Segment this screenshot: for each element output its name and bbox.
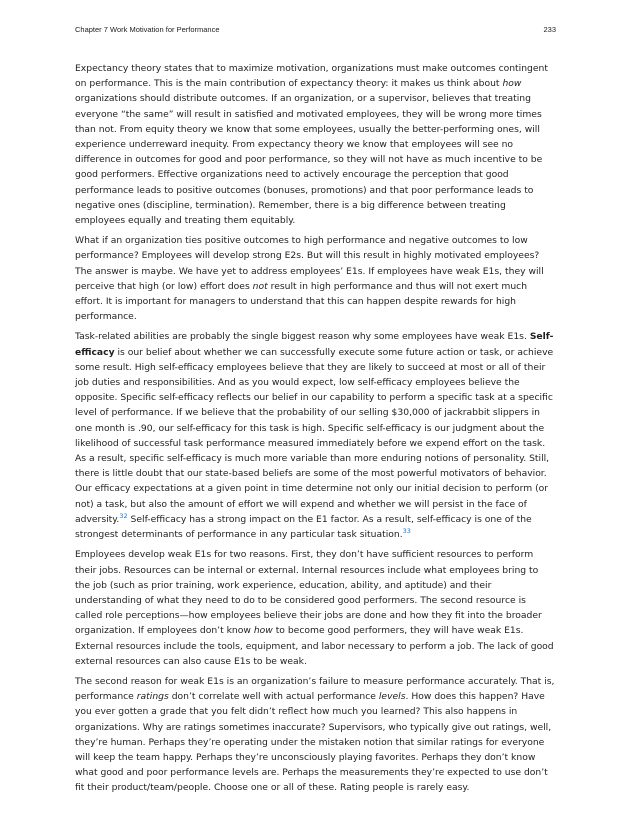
paragraph-2: What if an organization ties positive outcomes to high performance and negative outcomes to low performance? Employees will develop strong E2s. But will this result in highly motivated employees? The answer is maybe. We have yet to address employees’ E1s. If employees have weak E1s, they will perceive that high (or low) effort does not result in high performance and thus will not exert much effort. It is important for managers to understand that this can happen despite rewards for high performance. [75, 235, 544, 323]
paragraph-3: Task-related abilities are probably the single biggest reason why some employees have weak E1s. Self-efficacy is our belief about whether we can successfully execute some future action or task, or achieve some result. High self-efficacy employees believe that they are likely to succeed at most or all of their job duties and responsibilities. And as you would expect, low self-efficacy employees believe the opposite. Specific self-efficacy reflects our belief in our capability to perform a specific task at a specific level of performance. If we believe that the probability of our selling $30,000 of jackrabbit slippers in one month is .90, our self-efficacy for this task is high. Specific self-efficacy is our judgment about the likelihood of successful task performance measured immediately before we expend effort on the task. As a result, specific self-efficacy is much more variable than more enduring notions of personality. Still, there is little doubt that our state-based beliefs are some of the most powerful motivators of behavior. Our efficacy expectations at a given point in time determine not only our initial decision to perform (or not) a task, but also the amount of effort we will expend and whether we will persist in the face of adversity.$^{32}$ Self-efficacy has a strong impact on the E1 factor. As a result, self-efficacy is one of the strongest determinants of performance in any particular task situation.$^{33}$ [75, 331, 554, 541]
body-text [75, 61, 556, 801]
emphasis-levels: levels [378, 691, 406, 703]
emphasis-ratings: ratings [136, 691, 169, 703]
paragraph-4: Employees develop weak E1s for two reasons. First, they don’t have sufficient resources to perform their jobs. Resources can be internal or external. Internal resources include what employees bring to the job (such as prior training, work experience, education, ability, and aptitude) and their understanding of what they need to do to be considered good performers. The second resource is called role perceptions—how employees believe their jobs are done and how they fit into the broader organization. If employees don’t know how to become good performers, they will have weak E1s. External resources include the tools, equipment, and labor necessary to perform a job. The lack of good external resources can also cause E1s to be weak. [75, 549, 554, 667]
emphasis-how-2: how [253, 625, 273, 637]
paragraph-5: The second reason for weak E1s is an organization’s failure to measure performance accurately. That is, performance ratings don’t correlate well with actual performance levels. How does this happen? Have you ever gotten a grade that you felt didn’t reflect how much you learned? This also happens in organizations. Why are ratings sometimes inaccurate? Supervisors, who typically give out ratings, well, they’re human. Perhaps they’re operating under the mistaken notion that similar ratings for everyone will keep the team happy. Perhaps they’re unconsciously playing favorites. Perhaps they don’t know what good and poor performance levels are. Perhaps the measurements they’re expected to use don’t fit their product/team/people. Choose one or all of these. Rating people is rarely easy. [75, 675, 555, 794]
page-number: 233 [543, 25, 556, 34]
emphasis-how: how [502, 78, 522, 90]
key-term-self-efficacy: Self-efficacy [75, 331, 554, 358]
chapter-title: Chapter 7 Work Motivation for Performance [75, 25, 220, 34]
footnote-link-33[interactable]: 33 [402, 527, 411, 536]
footnote-link-32[interactable]: 32 [119, 511, 128, 520]
emphasis-not: not [252, 280, 268, 292]
running-header [75, 25, 556, 34]
paragraph-1: Expectancy theory states that to maximize motivation, organizations must make outcomes contingent on performance. This is the main contribution of expectancy theory: it makes us think about how organizations should distribute outcomes. If an organization, or a supervisor, believes that treating everyone “the same” will result in satisfied and motivated employees, they will be wrong more times than not. From equity theory we know that some employees, usually the better-performing ones, will experience underreward inequity. From expectancy theory we know that employees will see no difference in outcomes for good and poor performance, so they will not have as much incentive to be good performers. Effective organizations need to actively encourage the perception that good performance leads to positive outcomes (bonuses, promotions) and that poor performance leads to negative ones (discipline, termination). Remember, there is a big difference between treating employees equally and treating them equitably. [75, 63, 548, 227]
